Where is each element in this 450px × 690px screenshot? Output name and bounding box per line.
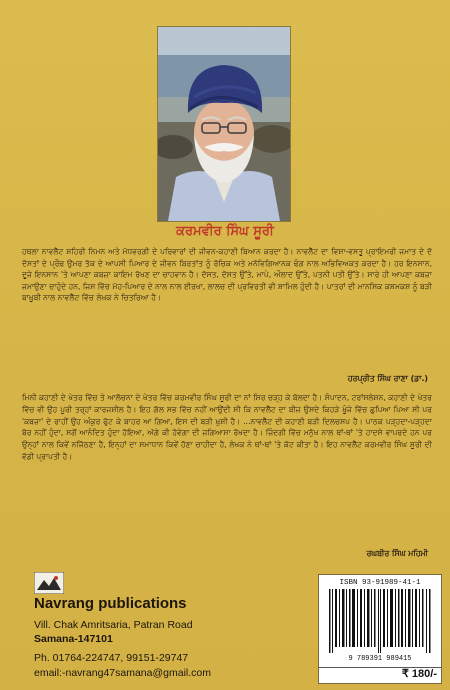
author-photo	[157, 26, 291, 222]
author-name: ਕਰਮਵੀਰ ਸਿੰਘ ਸੂਰੀ	[176, 224, 274, 239]
publisher-address-line-1: Vill. Chak Amritsaria, Patran Road	[34, 619, 193, 631]
blurb-text-one: ਹਥਲਾ ਨਾਵਲੈੱਟ ਸ਼ਹਿਰੀ ਨਿਮਨ ਅਤੇ ਮੱਧਵਰਗੀ ਦੇ ਪਰਿਵਾਰਾਂ ਦੀ ਜੀਵਨ-ਕਹਾਣੀ ਬਿਆਨ ਕਰਦਾ ਹੈ। ਨਾਵਲੈੱਟ ਦਾ ਵਿਸ਼ਾ-ਵਸਤੂ ਪ੍ਰਾਇਮਰੀ ਜਮਾਤ ਦੇ ਦੋ ਦੋਸਤਾਂ ਦੇ ਪ੍ਰੌਢ਼ ਉਮਰ ਤੱਕ ਦੇ ਆਪਸੀ ਪਿਆਰ ਦੇ ਜੀਵਨ ਬਿਰਤਾਂਤ ਨੂੰ ਰੋਚਿਕ ਅਤੇ ਮਨੋਵਿਗਿਆਨਕ ਢੰਗ ਨਾਲ ਅਭਿਵਿਅਕਤ ਕਰਦਾ ਹੈ। ਹਰ ਇਨਸਾਨ, ਦੂਜੇ ਇਨਸਾਨ 'ਤੇ ਆਪਣਾ ਕਬਜ਼ਾ ਕਾਇਮ ਰੱਖਣ ਦਾ ਚਾਹਵਾਨ ਹੈ। ਦੋਸਤ, ਦੋਸਤ ਉੱਤੇ, ਮਾਪੇ, ਔਲਾਦ ਉੱਤੇ, ਪਤਨੀ ਪਤੀ ਉੱਤੇ। ਸਾਰੇ ਹੀ ਆਪਣਾ ਕਬਜ਼ਾ ਜਮਾਉਣਾ ਚਾਹੁੰਦੇ ਹਨ, ਜਿਸ ਵਿੱਚ ਮੋਹ-ਪਿਆਰ ਦੇ ਨਾਲ ਨਾਲ ਈਰਖਾ, ਲਾਲਚ ਦੀ ਪ੍ਰਵਿਰਤੀ ਵੀ ਸ਼ਾਮਿਲ ਹੁੰਦੀ ਹੈ। ਪਾਤਰਾਂ ਦੀ ਮਾਨਸਿਕ ਕਸ਼ਮਕਸ਼ ਨੂੰ ਬੜੀ ਬਾਖ਼ੂਬੀ ਨਾਲ ਨਾਵਲੈੱਟ ਵਿੱਚ ਲੇਖਕ ਨੇ ਚਿਤਰਿਆ ਹੈ।	[22, 247, 432, 303]
publisher-name: Navrang publications	[34, 595, 187, 612]
publisher-email: email:-navrang47samana@gmail.com	[34, 667, 211, 679]
barcode-number: 9 789391 989415	[348, 655, 412, 663]
publisher-phone: Ph. 01764-224747, 99151-29747	[34, 652, 189, 664]
isbn-label: ISBN 93-91989-41-1	[339, 579, 421, 587]
blurb-one-signature: ਹਰਪ੍ਰੀਤ ਸਿੰਘ ਰਾਣਾ (ਡਾ.)	[347, 374, 428, 383]
price-label: ₹ 180/-	[401, 668, 437, 680]
author-portrait-photo	[158, 27, 290, 221]
publisher-address-line-2: Samana-147101	[34, 633, 113, 645]
blurb-text-two: ਮਿਨੀ ਕਹਾਣੀ ਦੇ ਖੇਤਰ ਵਿੱਚ ਤੇ ਆਲੋਚਨਾ ਦੇ ਖੇਤਰ ਵਿੱਚ ਕਰਮਵੀਰ ਸਿੰਘ ਸੂਰੀ ਦਾ ਨਾਂ ਸਿਰ ਚੜ੍ਹ ਕੇ ਬੋਲਦਾ ਹੈ। ਸੰਪਾਦਨ, ਟਰਾਂਸਲੇਸ਼ਨ, ਕਹਾਣੀ ਦੇ ਖੇਤਰ ਵਿੱਚ ਵੀ ਉਹ ਪੂਰੀ ਤਰ੍ਹਾਂ ਕਾਰਜਸ਼ੀਲ ਹੈ। ਇਹ ਗੱਲ ਸਭ ਵਿੱਚ ਨਹੀਂ ਆਉਂਦੀ ਸੀ ਕਿ ਨਾਵਲੈੱਟ ਦਾ ਬੀਜ ਉਸਦੇ ਕਿਹੜੇ ਖ਼ੂੰਜੇ ਵਿੱਚ ਛੁਪਿਆ ਪਿਆ ਸੀ ਪਰ 'ਕਬਜ਼ਾ' ਦੇ ਰਾਹੀਂ ਉਹ ਅੰਕੁਰ ਫੁੱਟ ਕੇ ਬਾਹਰ ਆ ਗਿਆ, ਇਸ ਦੀ ਬੜੀ ਖ਼ੁਸ਼ੀ ਹੈ। ...ਨਾਵਲੈੱਟ ਦੀ ਕਹਾਣੀ ਬੜੀ ਦਿਲਚਸਪ ਹੈ। ਪਾਠਕ ਪੜ੍ਹਦਾ-ਪੜ੍ਹਦਾ ਬੋਰ ਨਹੀਂ ਹੁੰਦਾ, ਸਗੋਂ ਆਨੰਦਿਤ ਹੁੰਦਾ ਹੋਇਆ, ਅੱਗੇ ਕੀ ਹੋਵੇਗਾ ਦੀ ਜਗਿਆਸਾ ਰੱਖਦਾ ਹੈ। ਜ਼ਿੰਦਗੀ ਵਿੱਚ ਮਨੁੱਖ ਨਾਲ ਥਾਂ-ਥਾਂ 'ਤੇ ਹਾਦਸੇ ਵਾਪਰਦੇ ਹਨ ਪਰ ਉਨ੍ਹਾਂ ਨਾਲ ਕਿਵੇਂ ਨਜਿੱਠਣਾ ਹੈ, ਇਨ੍ਹਾਂ ਦਾ ਸਮਾਧਾਨ ਕਿਵੇਂ ਹੋਣਾ ਚਾਹੀਦਾ ਹੈ, ਲੇਖਕ ਨੇ ਥਾਂ-ਥਾਂ 'ਤੇ ਕੋਟ ਕੀਤਾ ਹੈ। ਇਹ ਨਾਵਲੈੱਟ ਕਰਮਵੀਰ ਸਿੰਘ ਸੂਰੀ ਦੀ ਵੱਡੀ ਪ੍ਰਾਪਤੀ ਹੈ।	[22, 393, 432, 461]
isbn-barcode	[318, 574, 442, 684]
barcode-bars	[327, 589, 433, 653]
publisher-logo-icon	[34, 572, 64, 594]
blurb-two-signature: ਰਘਬੀਰ ਸਿੰਘ ਮਹਿਮੀ	[366, 549, 428, 558]
